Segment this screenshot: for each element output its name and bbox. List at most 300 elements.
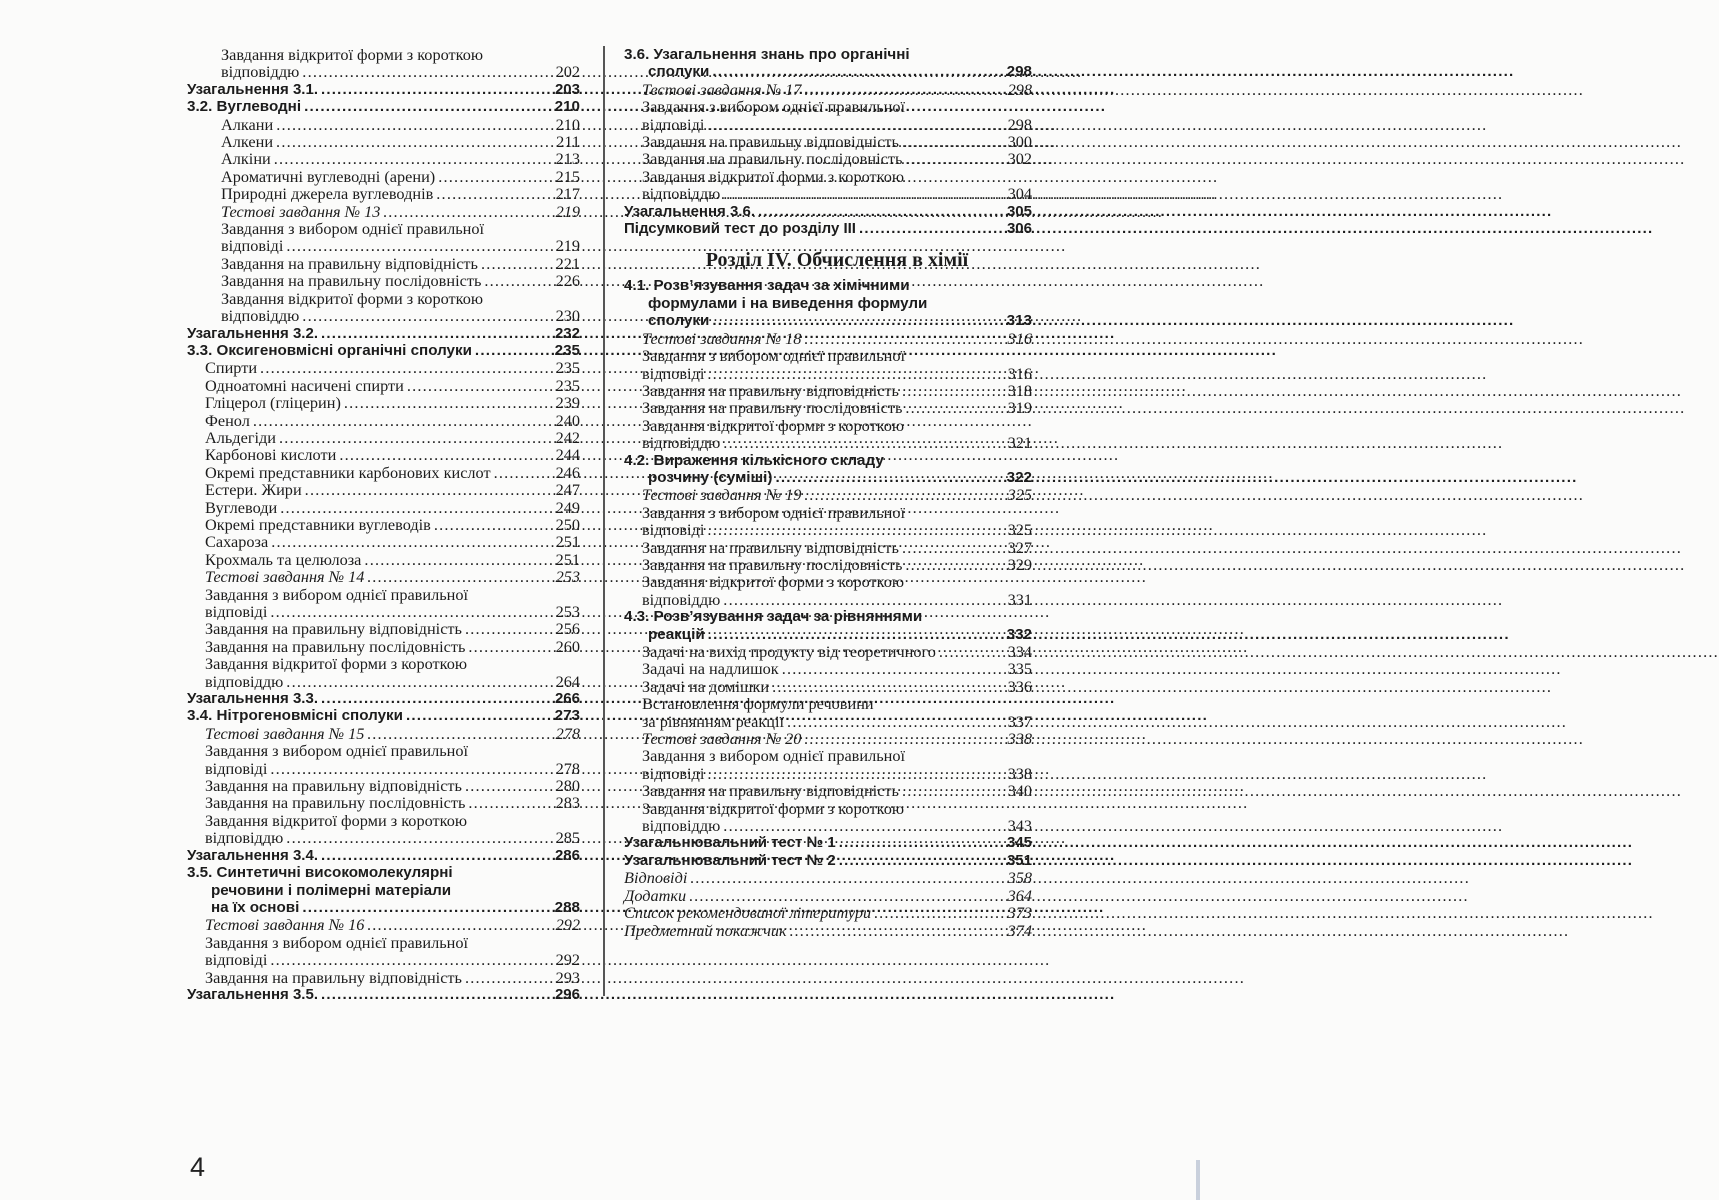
toc-entry-line — [624, 312, 1032, 329]
toc-entry — [185, 429, 580, 446]
toc-entry-line — [205, 725, 580, 742]
toc-entry — [185, 98, 580, 115]
toc-page-number: 340 — [1007, 781, 1032, 801]
toc-page-number: 278 — [555, 758, 580, 778]
toc-entry — [622, 608, 1032, 643]
toc-page-number: 235 — [554, 341, 580, 359]
toc-entry — [622, 800, 1032, 835]
toc-page-number: 210 — [554, 98, 580, 116]
toc-entry-line — [205, 603, 580, 620]
toc-entry — [185, 812, 580, 847]
toc-page-number: 313 — [1006, 312, 1032, 330]
toc-page-number: 203 — [554, 80, 580, 98]
toc-entry-title: Вуглеводи — [205, 497, 278, 517]
toc-entry-title: Завдання на правильну послідовність — [221, 271, 482, 291]
toc-entry-line — [205, 533, 580, 550]
leader-dots — [475, 342, 552, 359]
toc-page-number: 285 — [555, 828, 580, 848]
toc-page-number: 321 — [1007, 433, 1032, 453]
toc-entry-line — [642, 660, 1032, 677]
leader-dots — [712, 63, 1003, 80]
toc-entry-title: Завдання відкритої форми з короткою — [205, 810, 468, 830]
toc-entry-title: Завдання відкритої форми з короткою — [205, 654, 468, 674]
toc-page-number: 304 — [1007, 184, 1032, 204]
leader-dots — [782, 660, 1005, 677]
page-number: 4 — [190, 1152, 206, 1182]
toc-entry-line — [205, 673, 580, 690]
toc-entry-line — [205, 620, 580, 637]
toc-entry-line — [642, 116, 1032, 133]
toc-entry-title: Алкани — [221, 114, 274, 134]
toc-entry-title-cont: сполуки — [648, 63, 710, 81]
leader-dots — [468, 638, 552, 655]
toc-page-number: 219 — [555, 201, 580, 221]
leader-dots — [723, 434, 1004, 451]
toc-entry-title-cont: реакцій — [648, 625, 705, 643]
leader-dots — [787, 713, 1005, 730]
toc-entry-title-cont: речовини і полімерні матеріали — [211, 881, 452, 899]
toc-entry-line — [221, 307, 580, 324]
toc-entry-title: Фенол — [205, 410, 250, 430]
toc-entry — [185, 533, 580, 550]
leader-dots — [839, 834, 1004, 851]
toc-entry-title: Тестові завдання № 19 — [642, 485, 802, 505]
toc-entry-title-cont: сполуки — [648, 312, 710, 330]
toc-entry — [622, 168, 1032, 203]
toc-entry-line — [187, 325, 580, 342]
toc-entry-title: Завдання на правильну послідовність — [642, 398, 903, 418]
toc-entry — [185, 412, 580, 429]
leader-dots — [407, 377, 553, 394]
toc-entry-line — [642, 521, 1032, 538]
leader-dots — [321, 81, 552, 98]
toc-entry-title-cont: відповіді — [642, 114, 705, 134]
leader-dots — [364, 551, 552, 568]
toc-entry-title: Встановлення формули речовини — [642, 694, 874, 714]
toc-entry-line — [642, 539, 1032, 556]
toc-entry-line — [205, 359, 580, 376]
toc-page-number: 266 — [554, 690, 580, 708]
leader-dots — [790, 922, 1005, 939]
toc-page-number: 300 — [1007, 132, 1032, 152]
toc-page-number: 337 — [1007, 711, 1032, 731]
toc-entry-line — [205, 568, 580, 585]
toc-page-number: 332 — [1006, 625, 1032, 643]
toc-entry-line — [624, 852, 1032, 869]
toc-entry-title: Карбонові кислоти — [205, 445, 337, 465]
toc-page-number: 358 — [1007, 868, 1032, 888]
toc-entry-title: Задачі на надлишок — [642, 659, 779, 679]
leader-dots — [302, 899, 551, 916]
toc-entry-title-cont: відповіді — [221, 236, 284, 256]
toc-page-number: 292 — [555, 915, 580, 935]
toc-entry-title: Завдання відкритої форми з короткою — [221, 45, 484, 64]
toc-entry-line — [205, 464, 580, 481]
toc-entry-line — [205, 969, 580, 986]
toc-entry-title: Тестові завдання № 17 — [642, 79, 802, 99]
toc-page-number: 202 — [555, 62, 580, 82]
toc-entry-title-cont: відповіді — [205, 758, 268, 778]
toc-entry — [622, 869, 1032, 886]
toc-entry-title: 3.4. Нітрогеновмісні сполуки — [187, 707, 403, 725]
leader-dots — [707, 765, 1004, 782]
leader-dots — [367, 725, 552, 742]
toc-entry — [185, 168, 580, 185]
toc-entry-line — [205, 551, 580, 568]
toc-entry-line — [205, 760, 580, 777]
toc-entry-line — [642, 556, 1032, 573]
toc-page-number: 292 — [555, 950, 580, 970]
leader-dots — [438, 168, 552, 185]
leader-dots — [465, 969, 553, 986]
toc-entry-line — [642, 730, 1032, 747]
leader-dots — [260, 359, 553, 376]
leader-dots — [723, 591, 1004, 608]
leader-dots — [383, 203, 552, 220]
leader-dots — [465, 620, 553, 637]
toc-entry-line — [642, 643, 1032, 660]
toc-entry-line — [187, 847, 580, 864]
toc-page-number: 217 — [555, 184, 580, 204]
leader-dots — [859, 220, 1004, 237]
toc-entry — [185, 864, 580, 916]
leader-dots — [775, 469, 1003, 486]
toc-entry-title: Завдання відкритої форми з короткою — [642, 415, 905, 435]
toc-entry-title: Завдання на правильну послідовність — [205, 636, 466, 656]
toc-entry-title: Предметний покажчик — [624, 920, 787, 940]
toc-entry-line — [221, 237, 580, 254]
toc-page-number: 329 — [1007, 554, 1032, 574]
toc-entry-line — [205, 516, 580, 533]
leader-dots — [271, 533, 552, 550]
leader-dots — [707, 116, 1004, 133]
leader-dots — [280, 499, 552, 516]
toc-entry-title: Завдання на правильну відповідність — [205, 619, 462, 639]
toc-entry — [622, 81, 1032, 98]
toc-entry-line — [221, 133, 580, 150]
toc-entry-line — [221, 185, 580, 202]
toc-entry — [185, 499, 580, 516]
toc-entry-title: Гліцерол (гліцерин) — [205, 393, 341, 413]
leader-dots — [367, 916, 552, 933]
toc-entry-line — [642, 399, 1032, 416]
toc-page-number: 215 — [555, 166, 580, 186]
toc-entry-title: Узагальнювальний тест № 1 — [624, 834, 836, 852]
toc-page-number: 373 — [1007, 903, 1032, 923]
toc-entry-line — [187, 81, 580, 98]
toc-entry-title: Тестові завдання № 16 — [205, 915, 365, 935]
leader-dots — [302, 63, 552, 80]
toc-page-number: 235 — [555, 358, 580, 378]
toc-entry — [622, 133, 1032, 150]
toc-entry — [185, 81, 580, 98]
toc-page-number: 213 — [555, 149, 580, 169]
column-divider — [603, 46, 605, 996]
toc-entry-line — [221, 203, 580, 220]
toc-entry-line — [642, 133, 1032, 150]
leader-dots — [305, 481, 553, 498]
toc-entry — [185, 203, 580, 220]
toc-entry-title: Додатки — [624, 885, 687, 905]
toc-entry — [622, 150, 1032, 167]
leader-dots — [804, 730, 1004, 747]
toc-entry-line — [624, 834, 1032, 851]
toc-entry-title-cont: відповіддю — [221, 306, 300, 326]
toc-entry — [622, 834, 1032, 851]
leader-dots — [758, 203, 1004, 220]
leader-dots — [279, 429, 553, 446]
toc-entry-line — [221, 150, 580, 167]
toc-entry — [185, 46, 580, 81]
toc-entry — [622, 747, 1032, 782]
leader-dots — [274, 150, 553, 167]
toc-entry — [185, 794, 580, 811]
leader-dots — [321, 325, 552, 342]
toc-entry-title-cont: відповіддю — [642, 184, 721, 204]
leader-dots — [905, 399, 1004, 416]
toc-entry-line — [187, 707, 580, 724]
toc-entry — [185, 847, 580, 864]
toc-entry-title-cont: відповіді — [205, 950, 268, 970]
toc-entry-title: Узагальнення 3.2. — [187, 324, 318, 342]
toc-entry — [185, 394, 580, 411]
toc-entry-title-cont: відповіддю — [642, 816, 721, 836]
leader-dots — [344, 394, 553, 411]
toc-entry-title: Узагальнення 3.3. — [187, 690, 318, 708]
toc-page-number: 298 — [1007, 114, 1032, 134]
leader-dots — [276, 133, 553, 150]
toc-page-number: 264 — [555, 671, 580, 691]
toc-entry-title: 4.1. Розв’язування задач за хімічними — [624, 277, 910, 295]
toc-page-number: 351 — [1006, 851, 1032, 869]
toc-page-number: 230 — [555, 306, 580, 326]
toc-entry-line — [642, 330, 1032, 347]
toc-entry-title: Завдання з вибором однієї правильної — [205, 932, 469, 952]
toc-entry-title: Завдання відкритої форми з короткою — [642, 572, 905, 592]
toc-entry-line — [642, 678, 1032, 695]
leader-dots — [253, 412, 553, 429]
leader-dots — [367, 568, 552, 585]
toc-entry — [185, 742, 580, 777]
toc-entry-line — [187, 98, 580, 115]
toc-entry-title: 3.6. Узагальнення знань про органічні — [624, 46, 910, 63]
leader-dots — [406, 707, 552, 724]
toc-entry-line — [624, 220, 1032, 237]
toc-page-number: 293 — [555, 967, 580, 987]
toc-entry-title: Крохмаль та целюлоза — [205, 549, 362, 569]
toc-entry-line — [221, 63, 580, 80]
toc-entry — [185, 969, 580, 986]
toc-entry — [622, 573, 1032, 608]
toc-entry-line — [205, 638, 580, 655]
toc-left-column — [185, 46, 580, 1003]
leader-dots — [804, 81, 1004, 98]
toc-page-number: 283 — [555, 793, 580, 813]
toc-entry — [185, 725, 580, 742]
leader-dots — [874, 904, 1004, 921]
leader-dots — [690, 869, 1004, 886]
toc-entry-line — [642, 817, 1032, 834]
toc-page-number: 316 — [1007, 363, 1032, 383]
toc-entry-line — [205, 394, 580, 411]
toc-entry — [622, 330, 1032, 347]
toc-entry — [622, 220, 1032, 237]
toc-entry-line — [205, 777, 580, 794]
toc-page-number: 364 — [1007, 885, 1032, 905]
toc-page-number: 250 — [555, 514, 580, 534]
toc-entry-title: Завдання з вибором однієї правильної — [642, 97, 906, 117]
toc-entry-title: Завдання з вибором однієї правильної — [205, 584, 469, 604]
toc-entry-title: Альдегіди — [205, 427, 277, 447]
toc-page-number: 242 — [555, 427, 580, 447]
toc-entry — [622, 782, 1032, 799]
toc-entry-title-cont: відповіддю — [221, 62, 300, 82]
toc-entry — [622, 922, 1032, 939]
toc-page-number: 260 — [555, 636, 580, 656]
toc-entry-line — [187, 690, 580, 707]
leader-dots — [905, 556, 1004, 573]
toc-entry-title-cont: відповіді — [642, 763, 705, 783]
toc-entry-title-cont: відповіддю — [642, 433, 721, 453]
toc-entry-title: Завдання на правильну відповідність — [642, 537, 899, 557]
toc-page-number: 345 — [1006, 834, 1032, 852]
toc-page-number: 251 — [555, 532, 580, 552]
leader-dots — [939, 643, 1005, 660]
toc-entry — [622, 486, 1032, 503]
toc-entry-title: Завдання на правильну відповідність — [221, 253, 478, 273]
toc-entry-line — [624, 203, 1032, 220]
toc-entry-title-cont: відповіддю — [205, 828, 284, 848]
toc-entry-title: Завдання на правильну послідовність — [205, 793, 466, 813]
toc-entry — [185, 568, 580, 585]
toc-page-number: 239 — [555, 393, 580, 413]
leader-dots — [321, 690, 552, 707]
toc-entry-title: Узагальнювальний тест № 2 — [624, 851, 836, 869]
toc-entry-title: Завдання відкритої форми з короткою — [642, 798, 905, 818]
leader-dots — [434, 516, 553, 533]
toc-page-number: 334 — [1007, 642, 1032, 661]
leader-dots — [902, 382, 1005, 399]
toc-entry-line — [624, 63, 1032, 80]
toc-page-number: 280 — [555, 776, 580, 796]
toc-page-number: 244 — [555, 445, 580, 465]
toc-page-number: 249 — [555, 497, 580, 517]
toc-page-number: 325 — [1007, 485, 1032, 505]
toc-entry — [185, 707, 580, 724]
toc-entry-title: Задачі на вихід продукту від теоретичного — [642, 642, 936, 661]
toc-entry-title: Окремі представники карбонових кислот — [205, 462, 491, 482]
toc-entry — [185, 655, 580, 690]
toc-page-number: 253 — [555, 602, 580, 621]
leader-dots — [905, 150, 1004, 167]
toc-entry — [622, 852, 1032, 869]
toc-entry-line — [624, 887, 1032, 904]
toc-entry-line — [624, 626, 1032, 643]
toc-entry-line — [205, 916, 580, 933]
toc-entry-title: 3.3. Оксигеновмісні органічні сполуки — [187, 341, 472, 359]
leader-dots — [286, 237, 552, 254]
leader-dots — [804, 330, 1004, 347]
toc-entry — [185, 620, 580, 637]
toc-entry-title: Тестові завдання № 20 — [642, 729, 802, 749]
leader-dots — [839, 852, 1004, 869]
toc-page-number: 338 — [1007, 763, 1032, 783]
toc-page-number: 219 — [555, 236, 580, 256]
toc-entry-line — [221, 255, 580, 272]
toc-entry-line — [642, 765, 1032, 782]
toc-page-number: 296 — [554, 985, 580, 1003]
leader-dots — [302, 307, 552, 324]
toc-entry-line — [624, 904, 1032, 921]
toc-entry-title: Узагальнення 3.1. — [187, 80, 318, 98]
toc-entry-title: 3.2. Вуглеводні — [187, 98, 302, 116]
leader-dots — [804, 486, 1004, 503]
toc-entry-title: Список рекомендованої літератури — [624, 903, 872, 923]
toc-entry — [185, 272, 580, 289]
toc-entry-line — [221, 272, 580, 289]
toc-page-number: 298 — [1007, 79, 1032, 99]
leader-dots — [712, 312, 1003, 329]
toc-entry-title: Тестові завдання № 14 — [205, 567, 365, 587]
toc-entry-title: Сахароза — [205, 532, 269, 552]
toc-entry-title: Відповіді — [624, 868, 688, 888]
toc-entry-title-cont: за рівнянням реакції — [642, 711, 785, 731]
toc-page-number: 273 — [554, 707, 580, 725]
toc-page-number: 256 — [555, 619, 580, 639]
toc-entry — [622, 382, 1032, 399]
toc-entry-title: Тестові завдання № 13 — [221, 201, 381, 221]
toc-entry — [622, 98, 1032, 133]
toc-entry-title-cont: відповіді — [642, 520, 705, 540]
toc-entry — [185, 777, 580, 794]
leader-dots — [321, 847, 552, 864]
toc-page-number: 240 — [555, 410, 580, 430]
toc-entry-title: Задачі на домішки — [642, 676, 770, 696]
toc-entry-line — [205, 377, 580, 394]
toc-entry-title: Завдання на правильну відповідність — [642, 781, 899, 801]
toc-entry — [622, 643, 1032, 660]
leader-dots — [707, 521, 1004, 538]
toc-entry-line — [205, 951, 580, 968]
toc-entry-title: Завдання з вибором однієї правильної — [221, 219, 485, 239]
toc-entry — [185, 255, 580, 272]
toc-entry-line — [205, 446, 580, 463]
toc-page-number: 325 — [1007, 520, 1032, 540]
toc-entry — [185, 464, 580, 481]
toc-right-column — [622, 46, 1032, 939]
toc-entry-line — [205, 794, 580, 811]
toc-page-number: 232 — [554, 324, 580, 342]
toc-entry-line — [205, 429, 580, 446]
toc-entry — [185, 551, 580, 568]
toc-entry-line — [205, 829, 580, 846]
toc-entry — [185, 916, 580, 933]
leader-dots — [707, 365, 1004, 382]
toc-entry-title: Завдання з вибором однієї правильної — [642, 346, 906, 366]
toc-entry — [185, 133, 580, 150]
toc-entry-title: Тестові завдання № 15 — [205, 723, 365, 743]
leader-dots — [321, 986, 552, 1003]
toc-entry-title: Алкіни — [221, 149, 271, 169]
toc-entry-title: Завдання з вибором однієї правильної — [642, 746, 906, 766]
toc-entry-title: Узагальнення 3.4. — [187, 846, 318, 864]
toc-entry — [185, 150, 580, 167]
toc-entry-title: Завдання на правильну відповідність — [205, 776, 462, 796]
toc-page-number: 288 — [554, 898, 580, 916]
toc-entry — [622, 904, 1032, 921]
leader-dots — [494, 464, 553, 481]
leader-dots — [468, 794, 552, 811]
